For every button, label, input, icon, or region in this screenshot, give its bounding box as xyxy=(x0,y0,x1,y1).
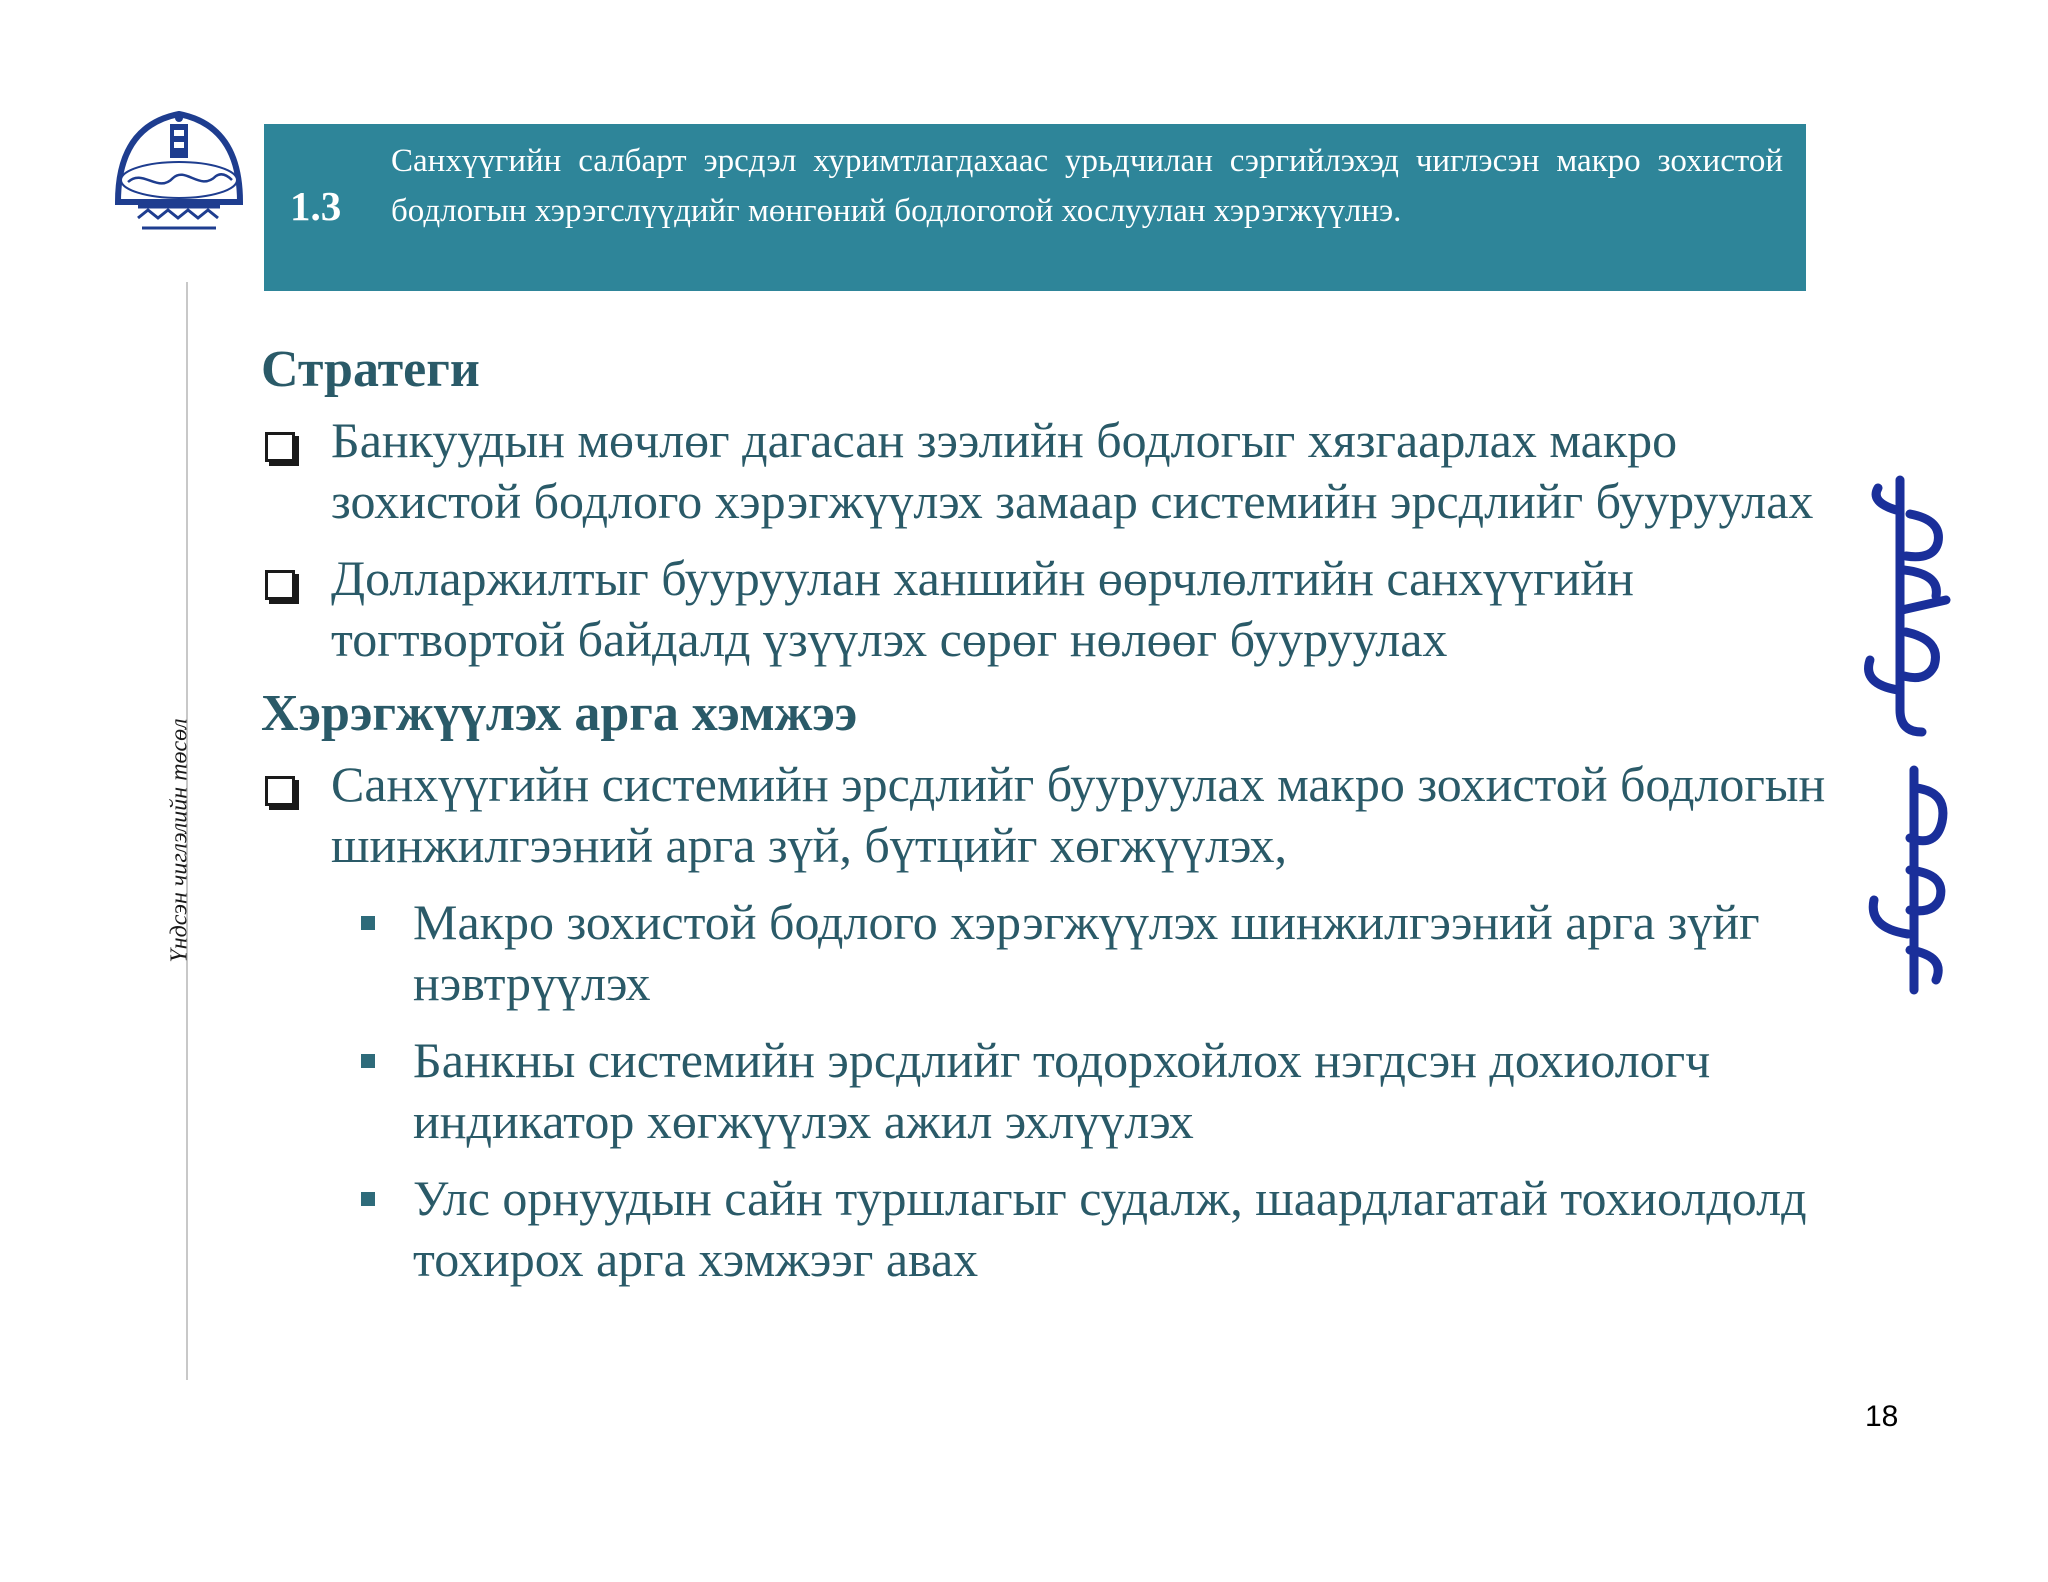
sidebar-caption xyxy=(162,690,198,990)
square-bullet-icon xyxy=(361,916,375,930)
objective-header xyxy=(264,124,1806,291)
checkbox-bullet-icon xyxy=(265,570,295,600)
strategy-heading: Стратеги xyxy=(261,341,480,398)
measures-item xyxy=(261,754,1841,876)
mongolian-script-emblem xyxy=(1850,470,1970,1000)
measures-subitem xyxy=(261,1030,1841,1152)
measures-subitem xyxy=(261,1168,1841,1290)
measures-subitem-text: Банкны системийн эрсдлийг тодорхойлох нэгдсэн дохиологч индикатор хөгжүүлэх ажил эхлүүлэх xyxy=(413,1032,1711,1149)
checkbox-bullet-icon xyxy=(265,776,295,806)
slide-content xyxy=(261,336,1841,1306)
checkbox-bullet-icon xyxy=(265,432,295,462)
strategy-item xyxy=(261,548,1841,670)
objective-number: 1.3 xyxy=(290,183,342,229)
strategy-item-text: Долларжилтыг бууруулан ханшийн өөрчлөлтийн санхүүгийн тогтвортой байдалд үзүүлэх сөрөг нөлөөг бууруулах xyxy=(331,550,1634,667)
measures-item-text: Санхүүгийн системийн эрсдлийг бууруулах макро зохистой бодлогын шинжилгээний арга зүй, бүтцийг хөгжүүлэх, xyxy=(331,756,1826,873)
strategy-item-text: Банкуудын мөчлөг дагасан зээлийн бодлогыг хязгаарлах макро зохистой бодлого хэрэгжүүлэх замаар системийн эрсдлийг бууруулах xyxy=(331,412,1814,529)
square-bullet-icon xyxy=(361,1192,375,1206)
mongolbank-logo xyxy=(108,106,250,248)
square-bullet-icon xyxy=(361,1054,375,1068)
measures-subitem-text: Макро зохистой бодлого хэрэгжүүлэх шинжилгээний арга зүйг нэвтрүүлэх xyxy=(413,894,1760,1011)
page-number: 18 xyxy=(1865,1400,1899,1433)
measures-subitem-text: Улс орнуудын сайн туршлагыг судалж, шаардлагатай тохиолдолд тохирох арга хэмжээг авах xyxy=(413,1170,1807,1287)
sidebar-caption-text: Үндсэн чиглэлийн төсөл xyxy=(166,717,193,963)
objective-text: Санхүүгийн салбарт эрсдэл хуримтлагдахаас урьдчилан сэргийлэхэд чиглэсэн макро зохистой бодлогын хэрэгслүүдийг мөнгөний бодлоготой хослуулан хэрэгжүүлнэ. xyxy=(391,143,1783,229)
measures-subitem xyxy=(261,892,1841,1014)
strategy-item xyxy=(261,410,1841,532)
measures-heading: Хэрэгжүүлэх арга хэмжээ xyxy=(261,685,858,742)
